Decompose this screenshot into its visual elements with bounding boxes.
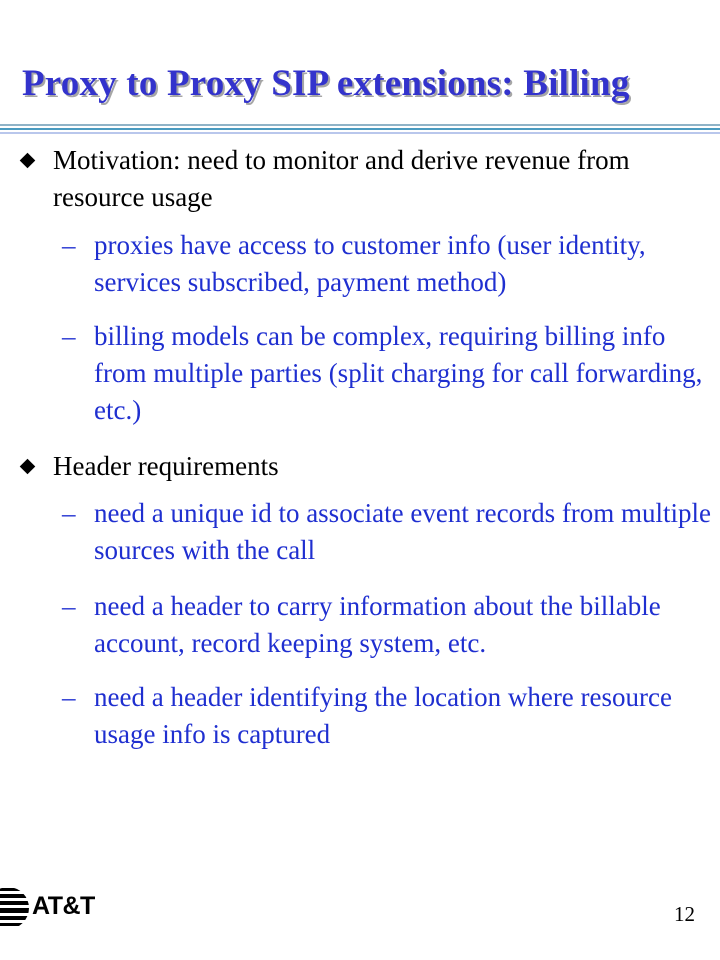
subbullet-text: need a header to carry information about the billable account, record keeping system, etc. bbox=[94, 591, 661, 658]
diamond-bullet-icon bbox=[20, 459, 36, 475]
page-number: 12 bbox=[674, 902, 695, 926]
subbullet-text: need a unique id to associate event records from multiple sources with the call bbox=[94, 498, 712, 565]
subbullet-text: proxies have access to customer info (user identity, services subscribed, payment method) bbox=[94, 230, 646, 297]
logo-wordmark: AT&T bbox=[32, 892, 95, 920]
att-logo bbox=[0, 885, 110, 931]
slide-title: Proxy to Proxy SIP extensions: Billing bbox=[22, 63, 630, 104]
title-underline bbox=[0, 124, 720, 136]
rule-line bbox=[0, 128, 720, 130]
diamond-bullet-icon bbox=[20, 153, 36, 169]
dash-bullet-icon: – bbox=[62, 591, 76, 621]
rule-line bbox=[0, 132, 720, 134]
dash-bullet-icon: – bbox=[62, 682, 76, 712]
bullet-text: Motivation: need to monitor and derive revenue from resource usage bbox=[53, 145, 630, 212]
rule-line bbox=[0, 124, 720, 126]
dash-bullet-icon: – bbox=[62, 230, 76, 260]
subbullet-text: billing models can be complex, requiring billing info from multiple parties (split charging for call forwarding, etc.) bbox=[94, 321, 703, 425]
dash-bullet-icon: – bbox=[62, 498, 76, 528]
att-globe-icon bbox=[0, 885, 30, 931]
subbullet-text: need a header identifying the location where resource usage info is captured bbox=[94, 682, 672, 749]
bullet-text: Header requirements bbox=[53, 451, 279, 481]
dash-bullet-icon: – bbox=[62, 321, 76, 351]
